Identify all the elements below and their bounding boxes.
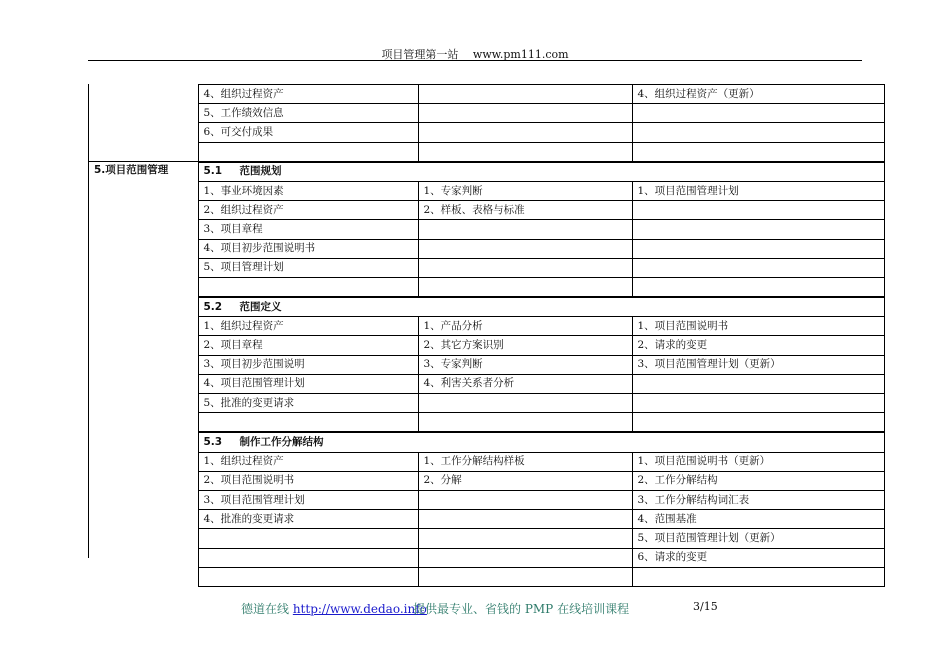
section-header — [198, 297, 884, 317]
table-cell — [198, 529, 418, 548]
section-header-row — [88, 432, 884, 452]
section-number: 5.2 — [203, 300, 223, 313]
table-cell: 3、项目范围管理计划（更新） — [632, 355, 884, 374]
table-cell — [632, 239, 884, 258]
table-cell: 6、可交付成果 — [198, 123, 418, 142]
table-cell — [418, 239, 632, 258]
table-cell — [632, 394, 884, 413]
table-cell: 1、专家判断 — [418, 181, 632, 200]
table-row — [88, 104, 884, 123]
table-row — [88, 336, 884, 355]
table-row — [88, 239, 884, 258]
table-cell — [418, 142, 632, 162]
table-cell: 1、项目范围说明书 — [632, 317, 884, 336]
footer-site — [241, 600, 427, 617]
table-row — [88, 258, 884, 277]
table-cell: 5、项目管理计划 — [198, 258, 418, 277]
table-cell: 3、项目初步范围说明 — [198, 355, 418, 374]
table-cell: 1、产品分析 — [418, 317, 632, 336]
table-cell: 2、项目范围说明书 — [198, 471, 418, 490]
section-header — [198, 432, 884, 452]
table-row — [88, 452, 884, 471]
table-row — [88, 548, 884, 567]
table-row — [88, 394, 884, 413]
table-cell: 3、专家判断 — [418, 355, 632, 374]
table-cell — [632, 142, 884, 162]
table-cell: 4、批准的变更请求 — [198, 510, 418, 529]
table-cell: 1、组织过程资产 — [198, 452, 418, 471]
table-cell: 2、分解 — [418, 471, 632, 490]
section-header — [198, 162, 884, 182]
section-header-row — [88, 297, 884, 317]
table-row — [88, 123, 884, 142]
table-cell — [632, 123, 884, 142]
table-row — [88, 567, 884, 586]
table-cell — [632, 567, 884, 586]
process-table — [88, 84, 885, 587]
table-cell: 2、项目章程 — [198, 336, 418, 355]
table-cell — [418, 490, 632, 509]
table-cell — [418, 548, 632, 567]
knowledge-area-cell-prev — [88, 85, 198, 162]
table-cell: 6、请求的变更 — [632, 548, 884, 567]
table-row — [88, 85, 884, 104]
table-cell: 4、项目范围管理计划 — [198, 374, 418, 393]
table-cell — [198, 277, 418, 297]
table-cell — [198, 567, 418, 586]
header-rule — [88, 60, 862, 61]
table-cell: 5、工作绩效信息 — [198, 104, 418, 123]
table-row — [88, 201, 884, 220]
footer-slogan: 提供最专业、省钱的 PMP 在线培训课程 — [413, 602, 630, 616]
table-cell — [418, 413, 632, 433]
table-cell: 2、其它方案识别 — [418, 336, 632, 355]
table-cell — [418, 510, 632, 529]
table-cell: 1、工作分解结构样板 — [418, 452, 632, 471]
table-row — [88, 220, 884, 239]
table-cell: 4、组织过程资产（更新） — [632, 85, 884, 104]
table-cell: 4、利害关系者分析 — [418, 374, 632, 393]
table-row — [88, 413, 884, 433]
table-cell: 4、项目初步范围说明书 — [198, 239, 418, 258]
table-cell: 1、项目范围管理计划 — [632, 181, 884, 200]
table-cell — [632, 104, 884, 123]
section-title: 范围定义 — [239, 300, 282, 313]
table-cell — [418, 85, 632, 104]
table-cell — [632, 374, 884, 393]
page-header: 项目管理第一站 www.pm111.com — [381, 48, 569, 61]
table-cell — [632, 258, 884, 277]
table-cell: 2、样板、表格与标准 — [418, 201, 632, 220]
table-row — [88, 355, 884, 374]
table-row — [88, 142, 884, 162]
table-row — [88, 181, 884, 200]
table-cell: 3、项目章程 — [198, 220, 418, 239]
table-cell: 2、工作分解结构 — [632, 471, 884, 490]
table-cell: 1、组织过程资产 — [198, 317, 418, 336]
table-cell: 4、范围基准 — [632, 510, 884, 529]
table-cell — [632, 413, 884, 433]
table-cell — [418, 394, 632, 413]
table-cell: 5、批准的变更请求 — [198, 394, 418, 413]
section-title: 范围规划 — [239, 165, 282, 178]
table-row — [88, 529, 884, 548]
table-cell: 1、项目范围说明书（更新） — [632, 452, 884, 471]
footer-link[interactable]: http://www.dedao.info — [292, 602, 427, 616]
table-cell — [198, 142, 418, 162]
table-cell: 1、事业环境因素 — [198, 181, 418, 200]
table-cell — [418, 277, 632, 297]
table-cell: 2、请求的变更 — [632, 336, 884, 355]
table-cell — [418, 220, 632, 239]
page-number: 3/15 — [693, 600, 718, 613]
table-row — [88, 471, 884, 490]
table-cell — [632, 220, 884, 239]
table-row — [88, 317, 884, 336]
table-cell — [418, 258, 632, 277]
table-cell — [418, 529, 632, 548]
section-number: 5.3 — [203, 435, 223, 448]
table-cell — [632, 277, 884, 297]
section-title: 制作工作分解结构 — [239, 435, 324, 448]
table-row — [88, 510, 884, 529]
table-cell — [198, 413, 418, 433]
table-cell: 3、项目范围管理计划 — [198, 490, 418, 509]
table-cell — [198, 548, 418, 567]
section-header-row — [88, 162, 884, 182]
table-cell: 4、组织过程资产 — [198, 85, 418, 104]
table-cell — [418, 123, 632, 142]
section-number: 5.1 — [203, 165, 223, 178]
table-cell — [418, 567, 632, 586]
knowledge-area-label: 5.项目范围管理 — [88, 162, 198, 587]
table-cell — [418, 104, 632, 123]
table-row — [88, 490, 884, 509]
table-cell: 3、工作分解结构词汇表 — [632, 490, 884, 509]
table-cell: 5、项目范围管理计划（更新） — [632, 529, 884, 548]
footer-site-name: 德道在线 — [241, 602, 293, 616]
table-cell — [632, 201, 884, 220]
table-cell: 2、组织过程资产 — [198, 201, 418, 220]
table-row — [88, 374, 884, 393]
table-row — [88, 277, 884, 297]
